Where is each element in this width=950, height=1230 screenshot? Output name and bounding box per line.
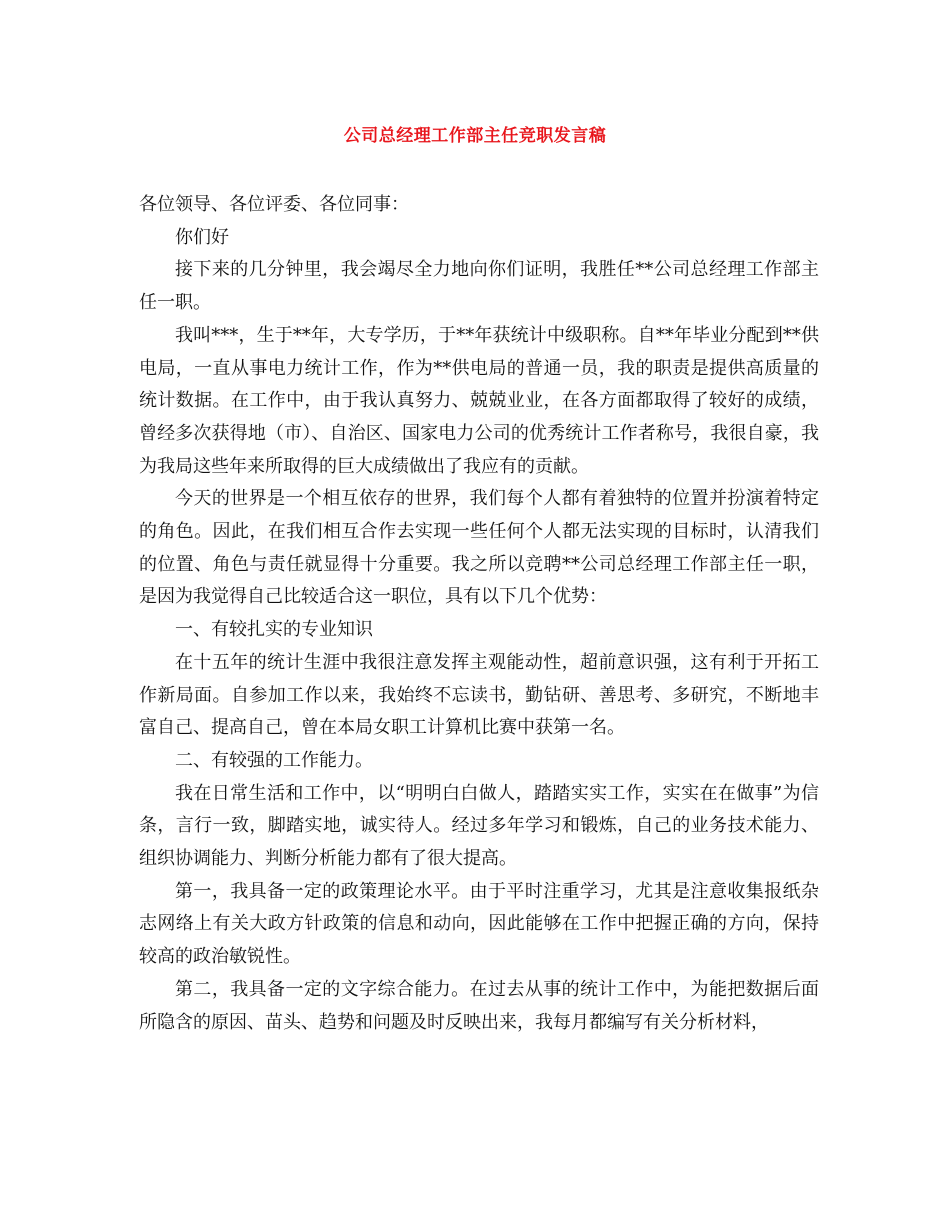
document-title: 公司总经理工作部主任竞职发言稿 bbox=[343, 126, 607, 146]
paragraph: 在十五年的统计生涯中我很注意发挥主观能动性，超前意识强，这有利于开拓工作新局面。自参加工作以来，我始终不忘读书，勤钻研、善思考、多研究，不断地丰富自己、提高自己，曾在本局女职工计算机比赛中获第一名。 bbox=[139, 651, 819, 739]
section-heading: 一、有较扎实的专业知识 bbox=[175, 619, 373, 641]
paragraph: 我在日常生活和工作中，以“明明白白做人，踏踏实实工作，实实在在做事”为信条，言行一致，脚踏实地，诚实待人。经过多年学习和锻炼，自己的业务技术能力、组织协调能力、判断分析能力都有了很大提高。 bbox=[139, 782, 819, 870]
paragraph: 今天的世界是一个相互依存的世界，我们每个人都有着独特的位置并扮演着特定的角色。因此，在我们相互合作去实现一些任何个人都无法实现的目标时，认清我们的位置、角色与责任就显得十分重要。我之所以竞聘**公司总经理工作部主任一职，是因为我觉得自己比较适合这一职位，具有以下几个优势： bbox=[139, 488, 819, 608]
paragraph: 第二，我具备一定的文字综合能力。在过去从事的统计工作中，为能把数据后面所隐含的原因、苗头、趋势和问题及时反映出来，我每月都编写有关分析材料， bbox=[139, 978, 819, 1033]
paragraph: 接下来的几分钟里，我会竭尽全力地向你们证明，我胜任**公司总经理工作部主任一职。 bbox=[139, 259, 819, 314]
paragraph: 第一，我具备一定的政策理论水平。由于平时注重学习，尤其是注意收集报纸杂志网络上有关大政方针政策的信息和动向，因此能够在工作中把握正确的方向，保持较高的政治敏锐性。 bbox=[139, 880, 819, 968]
paragraph: 我叫***，生于**年，大专学历，于**年获统计中级职称。自**年毕业分配到**供电局，一直从事电力统计工作，作为**供电局的普通一员，我的职责是提供高质量的统计数据。在工作中，由于我认真努力、兢兢业业，在各方面都取得了较好的成绩，曾经多次获得地（市）、自治区、国家电力公司的优秀统计工作者称号，我很自豪，我为我局这些年来所取得的巨大成绩做出了我应有的贡献。 bbox=[139, 324, 819, 477]
section-heading: 二、有较强的工作能力。 bbox=[175, 749, 373, 771]
salutation: 各位领导、各位评委、各位同事： bbox=[139, 194, 409, 215]
document-body bbox=[139, 189, 819, 1039]
greeting: 你们好 bbox=[175, 226, 229, 248]
